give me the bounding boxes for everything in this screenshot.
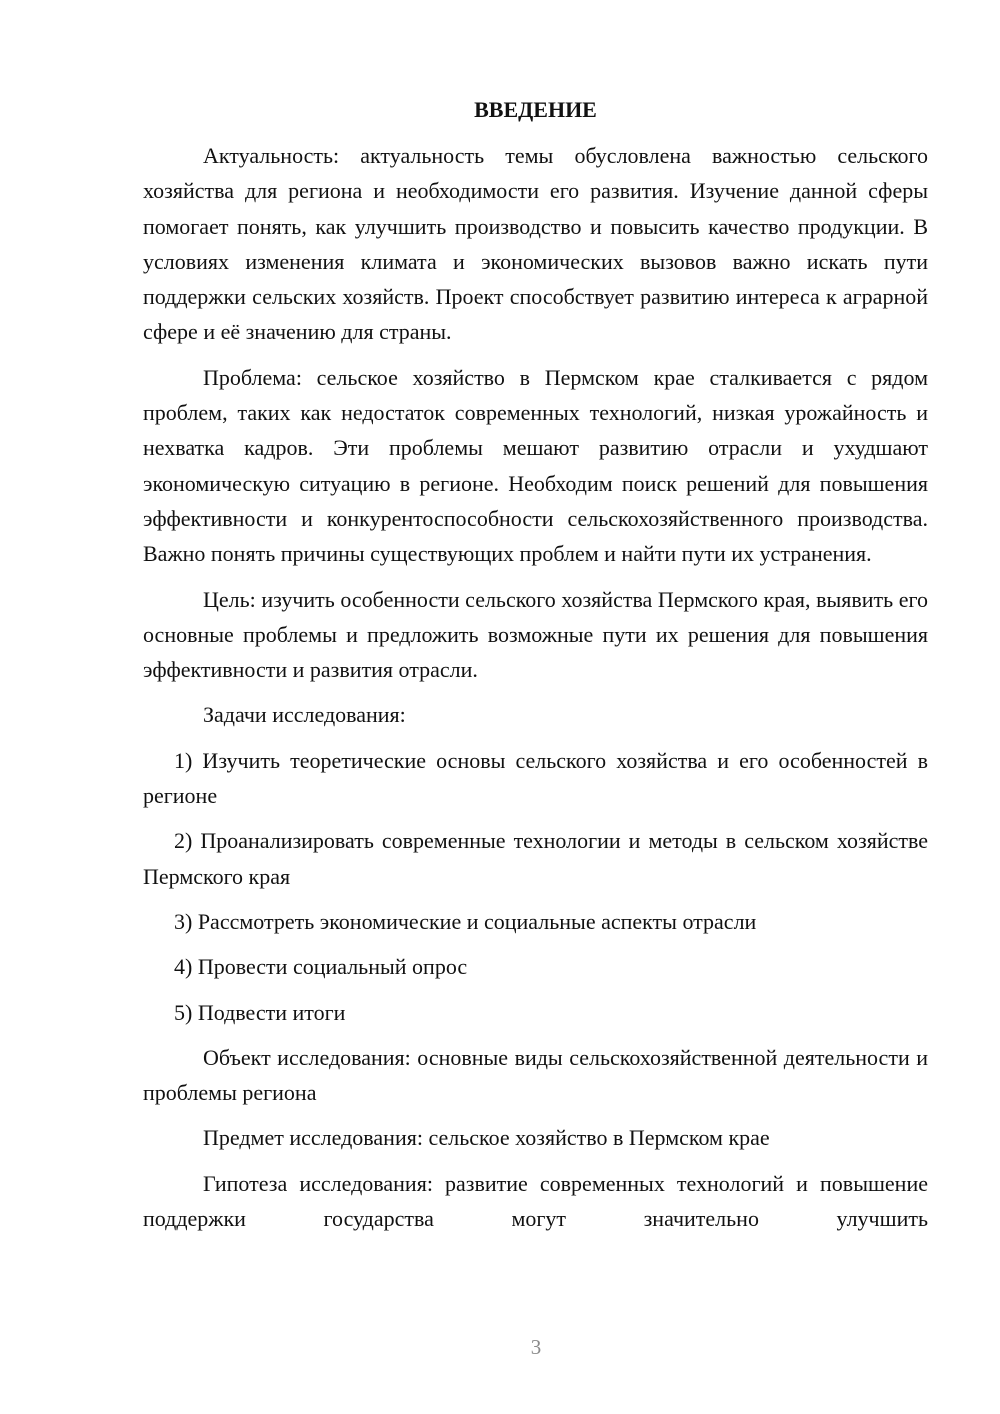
goal-paragraph: Цель: изучить особенности сельского хозяйства Пермского края, выявить его основные проблемы и предложить возможные пути их решения для повышения эффективности и развития отрасли. (143, 586, 928, 683)
task-item-1: 1) Изучить теоретические основы сельского хозяйства и его особенностей в регионе (143, 747, 928, 809)
task-item-2: 2) Проанализировать современные технологии и методы в сельском хозяйстве Пермского края (143, 828, 928, 889)
research-subject-paragraph: Предмет исследования: сельское хозяйство в Пермском крае (203, 1125, 770, 1151)
page-number: 3 (530, 1335, 542, 1359)
task-item-3: 3) Рассмотреть экономические и социальные аспекты отрасли (174, 908, 757, 934)
tasks-heading: Задачи исследования: (203, 702, 406, 728)
page-title: ВВЕДЕНИЕ (474, 97, 597, 122)
task-item-5: 5) Подвести итоги (174, 999, 346, 1025)
hypothesis-paragraph: Гипотеза исследования: развитие современных технологий и повышение поддержки государства могут значительно улучшить (143, 1170, 928, 1232)
page-content (143, 94, 928, 1246)
problem-paragraph: Проблема: сельское хозяйство в Пермском крае сталкивается с рядом проблем, таких как недостаток современных технологий, низкая урожайность и нехватка кадров. Эти проблемы мешают развитию отрасли и ухудшают экономическую ситуацию в регионе. Необходим поиск решений для повышения эффективности и конкурентоспособности сельскохозяйственного производства. Важно понять причины существующих проблем и найти пути их устранения. (143, 364, 928, 567)
task-item-4: 4) Провести социальный опрос (174, 954, 468, 980)
relevance-paragraph: Актуальность: актуальность темы обусловлена важностью сельского хозяйства для региона и необходимости его развития. Изучение данной сферы помогает понять, как улучшить производство и повысить качество продукции. В условиях изменения климата и экономических вызовов важно искать пути поддержки сельских хозяйств. Проект способствует развитию интереса к аграрной сфере и её значению для страны. (143, 143, 928, 345)
research-object-paragraph: Объект исследования: основные виды сельскохозяйственной деятельности и проблемы региона (143, 1044, 928, 1106)
